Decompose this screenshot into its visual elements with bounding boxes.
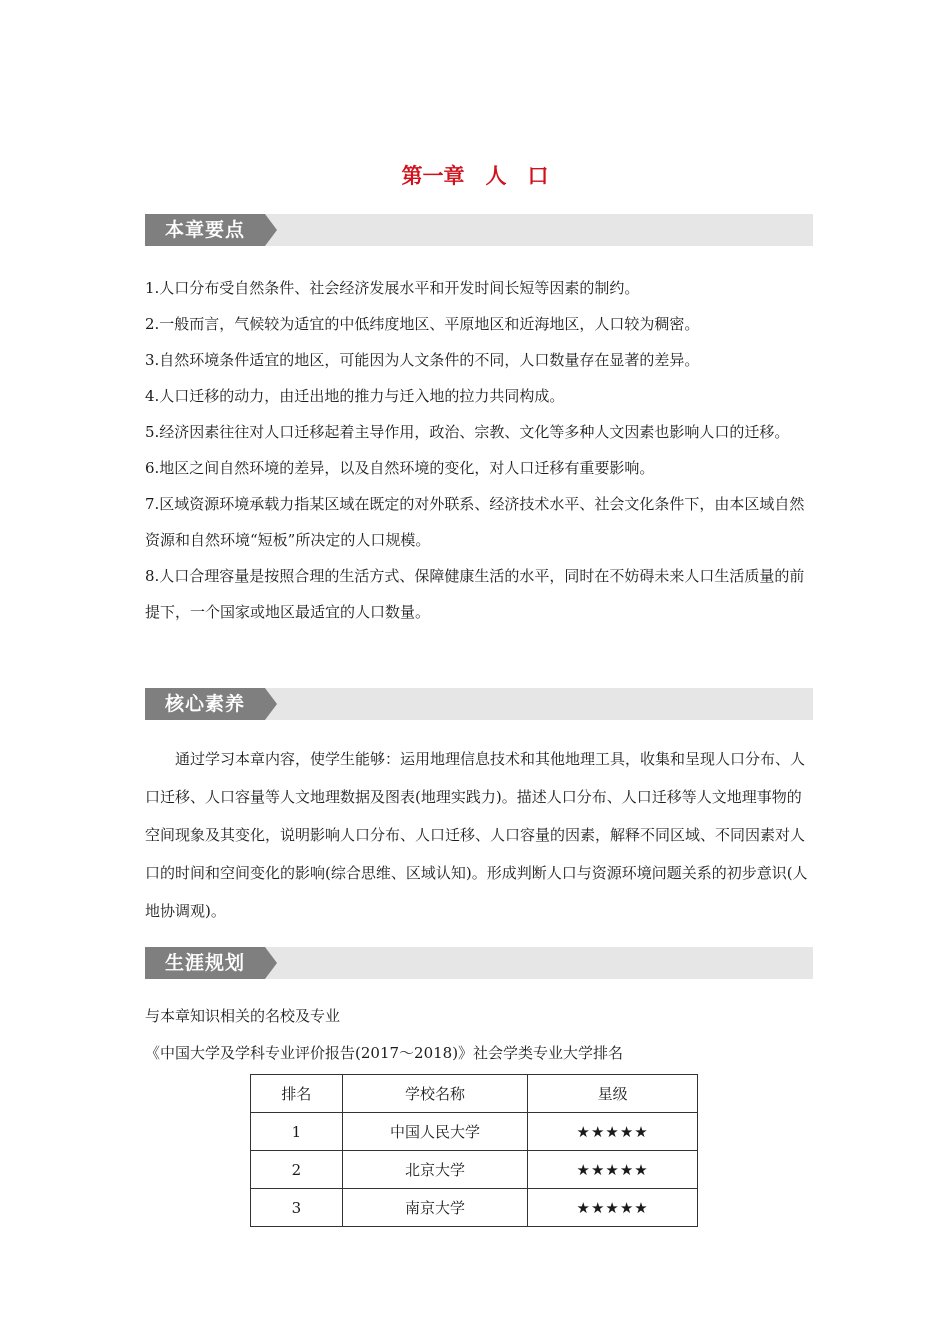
star-rating: ★★★★★: [528, 1189, 698, 1227]
list-item: 4.人口迁移的动力，由迁出地的推力与迁入地的拉力共同构成。: [145, 387, 565, 405]
ranking-title: 《中国大学及学科专业评价报告(2017～2018)》社会学类专业大学排名: [145, 1044, 624, 1062]
list-item: 8.人口合理容量是按照合理的生活方式、保障健康生活的水平，同时在不妨碍未来人口生活质量的前提下，一个国家或地区最适宜的人口数量。: [145, 567, 805, 621]
section-key-points: [145, 214, 813, 246]
star-rating: ★★★★★: [528, 1113, 698, 1151]
section-label: 本章要点: [145, 214, 265, 246]
star-rating: ★★★★★: [528, 1151, 698, 1189]
table-row: [251, 1189, 698, 1227]
school-cell: 北京大学: [342, 1151, 528, 1189]
list-item: 3.自然环境条件适宜的地区，可能因为人文条件的不同，人口数量存在显著的差异。: [145, 351, 700, 369]
core-literacy-paragraph: 通过学习本章内容，使学生能够：运用地理信息技术和其他地理工具，收集和呈现人口分布、人口迁移、人口容量等人文地理数据及图表(地理实践力)。描述人口分布、人口迁移等人文地理事物的空间现象及其变化，说明影响人口分布、人口迁移、人口容量的因素，解释不同区域、不同因素对人口的时间和空间变化的影响(综合思维、区域认知)。形成判断人口与资源环境问题关系的初步意识(人地协调观)。: [145, 750, 808, 920]
section-career: [145, 947, 813, 979]
school-cell: 中国人民大学: [342, 1113, 528, 1151]
list-item: 6.地区之间自然环境的差异，以及自然环境的变化，对人口迁移有重要影响。: [145, 459, 655, 477]
rank-cell: 3: [251, 1189, 343, 1227]
rank-cell: 2: [251, 1151, 343, 1189]
section-core-literacy: [145, 688, 813, 720]
table-row: [251, 1113, 698, 1151]
header-rank: 排名: [251, 1075, 343, 1113]
section-label: 核心素养: [145, 688, 265, 720]
chapter-title: 第一章 人 口: [401, 164, 549, 188]
ranking-table: [250, 1074, 698, 1227]
table-header-row: [251, 1075, 698, 1113]
table-row: [251, 1151, 698, 1189]
section-label: 生涯规划: [145, 947, 265, 979]
career-intro: 与本章知识相关的名校及专业: [145, 1007, 341, 1025]
school-cell: 南京大学: [342, 1189, 528, 1227]
key-points-list: [145, 270, 813, 630]
rank-cell: 1: [251, 1113, 343, 1151]
list-item: 1.人口分布受自然条件、社会经济发展水平和开发时间长短等因素的制约。: [145, 279, 640, 297]
header-stars: 星级: [528, 1075, 698, 1113]
list-item: 2.一般而言，气候较为适宜的中低纬度地区、平原地区和近海地区，人口较为稠密。: [145, 315, 700, 333]
header-school: 学校名称: [342, 1075, 528, 1113]
list-item: 5.经济因素往往对人口迁移起着主导作用，政治、宗教、文化等多种人文因素也影响人口的迁移。: [145, 423, 790, 441]
list-item: 7.区域资源环境承载力指某区域在既定的对外联系、经济技术水平、社会文化条件下，由本区域自然资源和自然环境“短板”所决定的人口规模。: [145, 495, 805, 549]
